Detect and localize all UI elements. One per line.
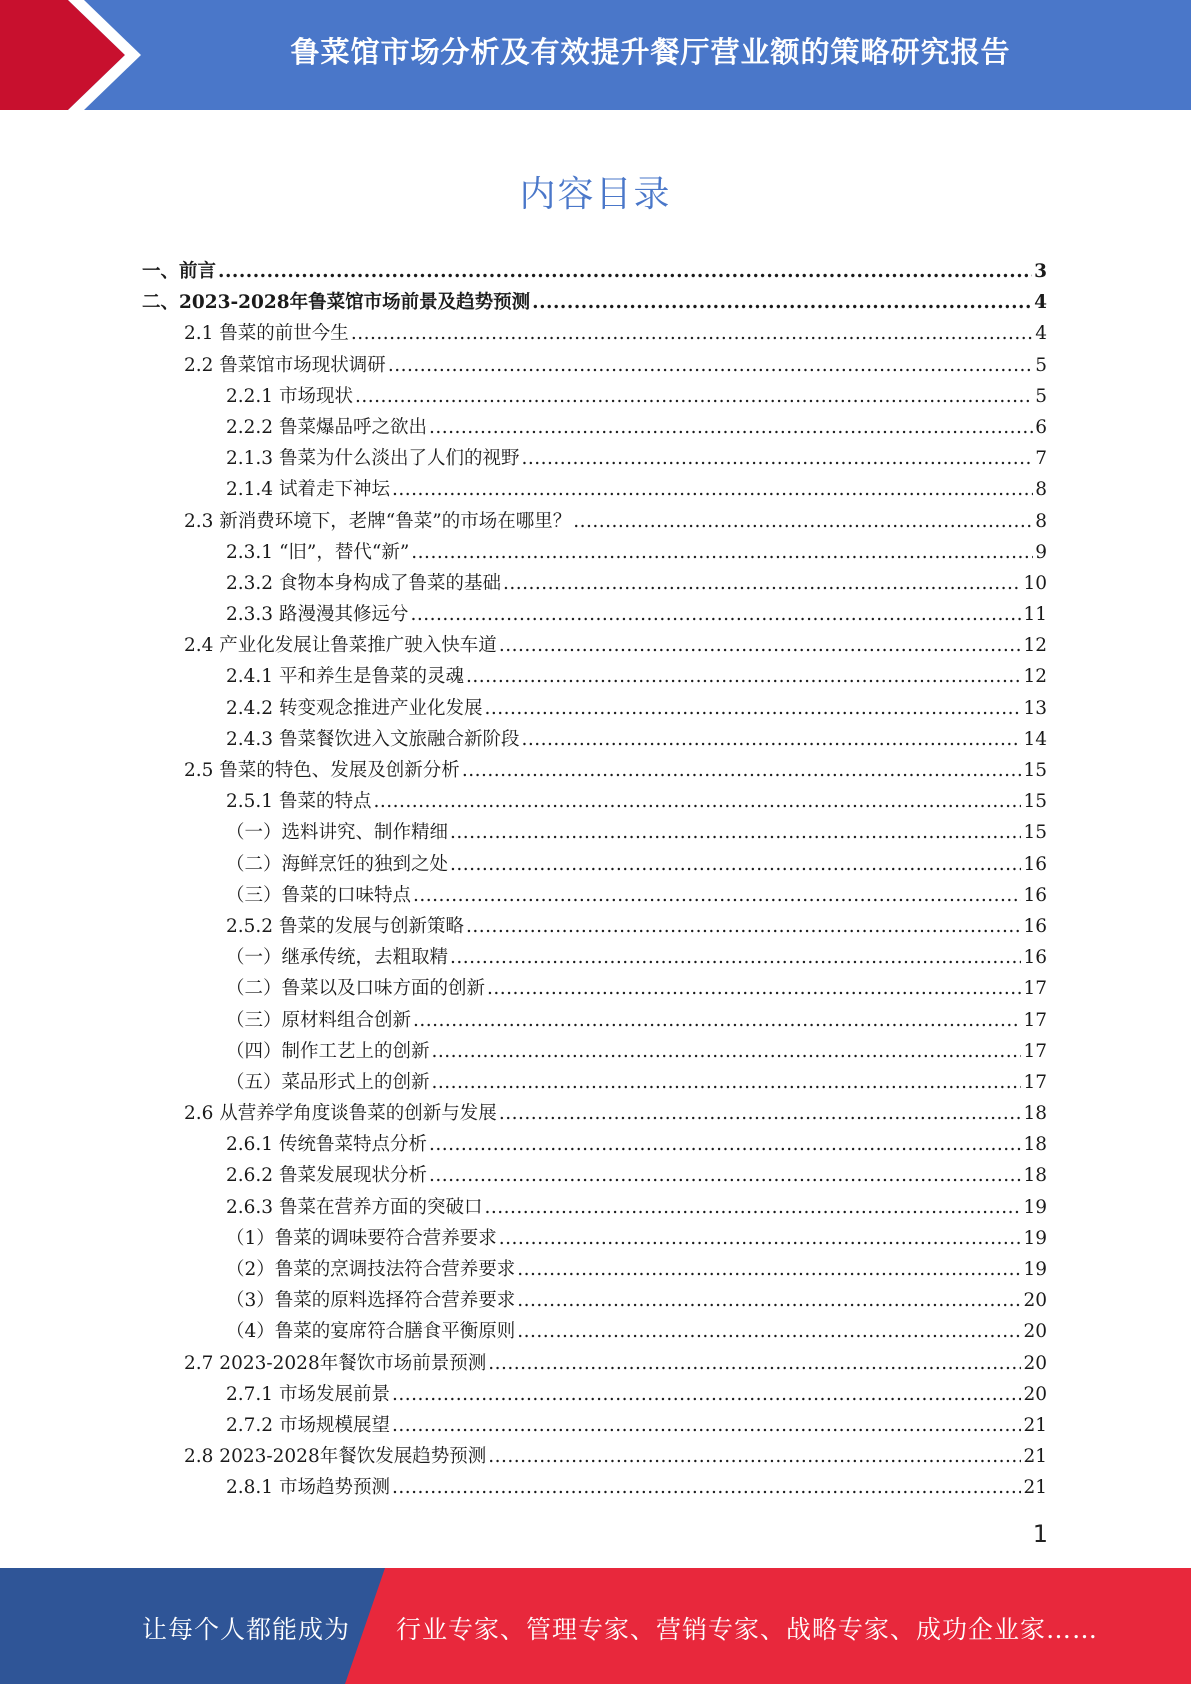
toc-leader-dots [573, 506, 1033, 537]
toc-entry-page: 21 [1023, 1477, 1047, 1499]
toc-leader-dots [429, 1129, 1021, 1160]
footer-banner [0, 1568, 1191, 1684]
toc-entry[interactable] [142, 1254, 1047, 1285]
toc-entry[interactable] [142, 1223, 1047, 1254]
toc-leader-dots [429, 1160, 1021, 1191]
toc-entry-page: 20 [1023, 1352, 1047, 1374]
toc-leader-dots [218, 256, 1032, 287]
toc-entry-page: 17 [1023, 1009, 1047, 1031]
toc-entry-title: 2.6.1 传统鲁菜特点分析 [226, 1134, 427, 1156]
toc-entry-title: 2.4.2 转变观念推进产业化发展 [226, 697, 483, 719]
toc-entry-title: 2.4 产业化发展让鲁菜推广驶入快车道 [184, 635, 497, 657]
toc-entry[interactable] [142, 1098, 1047, 1129]
toc-leader-dots [432, 1067, 1022, 1098]
toc-leader-dots [517, 1285, 1021, 1316]
toc-entry[interactable] [142, 474, 1047, 505]
toc-leader-dots [432, 1036, 1022, 1067]
toc-entry-title: （4）鲁菜的宴席符合膳食平衡原则 [226, 1321, 516, 1343]
toc-entry-page: 15 [1023, 791, 1047, 813]
toc-leader-dots [351, 318, 1033, 349]
toc-entry[interactable] [142, 381, 1047, 412]
toc-entry[interactable] [142, 1067, 1047, 1098]
toc-heading: 内容目录 [519, 174, 672, 215]
toc-entry[interactable] [142, 506, 1047, 537]
toc-leader-dots [413, 880, 1021, 911]
toc-entry-title: 2.7 2023-2028年餐饮市场前景预测 [184, 1352, 487, 1374]
toc-entry-title: 二、2023-2028年鲁菜馆市场前景及趋势预测 [142, 292, 531, 314]
toc-entry-page: 16 [1023, 853, 1047, 875]
toc-entry-page: 18 [1023, 1134, 1047, 1156]
toc-entry[interactable] [142, 786, 1047, 817]
toc-entry[interactable] [142, 661, 1047, 692]
toc-entry-page: 8 [1035, 479, 1047, 501]
toc-entry[interactable] [142, 817, 1047, 848]
toc-entry-page: 17 [1023, 978, 1047, 1000]
toc-entry-title: 2.8 2023-2028年餐饮发展趋势预测 [184, 1446, 487, 1468]
toc-entry-page: 6 [1035, 416, 1047, 438]
toc-leader-dots [499, 1223, 1022, 1254]
toc-entry-title: 2.2.2 鲁菜爆品呼之欲出 [226, 416, 427, 438]
report-title: 鲁菜馆市场分析及有效提升餐厅营业额的策略研究报告 [290, 35, 1011, 69]
toc-entry[interactable] [142, 942, 1047, 973]
toc-entry-title: 2.2 鲁菜馆市场现状调研 [184, 354, 386, 376]
header-banner [0, 0, 1191, 110]
toc-entry-title: （三）鲁菜的口味特点 [226, 884, 412, 906]
toc-entry-title: （1）鲁菜的调味要符合营养要求 [226, 1227, 497, 1249]
toc-entry-page: 20 [1023, 1383, 1047, 1405]
toc-leader-dots [466, 661, 1021, 692]
toc-entry[interactable] [142, 1441, 1047, 1472]
toc-leader-dots [450, 817, 1021, 848]
toc-entry[interactable] [142, 350, 1047, 381]
toc-entry-title: （三）原材料组合创新 [226, 1009, 412, 1031]
toc-entry-page: 14 [1023, 728, 1047, 750]
toc-leader-dots [484, 693, 1021, 724]
toc-entry[interactable] [142, 412, 1047, 443]
toc-entry[interactable] [142, 537, 1047, 568]
toc-entry-page: 16 [1023, 915, 1047, 937]
toc-entry-title: （四）制作工艺上的创新 [226, 1040, 430, 1062]
toc-leader-dots [466, 911, 1021, 942]
toc-entry-page: 5 [1035, 385, 1047, 407]
toc-entry-page: 17 [1023, 1071, 1047, 1093]
toc-leader-dots [521, 443, 1033, 474]
toc-entry-title: （一）继承传统，去粗取精 [226, 947, 449, 969]
toc-entry[interactable] [142, 849, 1047, 880]
toc-entry-page: 15 [1023, 760, 1047, 781]
toc-entry-page: 10 [1023, 572, 1047, 594]
toc-leader-dots [410, 599, 1021, 630]
toc-entry-title: （二）海鲜烹饪的独到之处 [226, 853, 449, 875]
toc-leader-dots [488, 1441, 1021, 1472]
toc-entry-title: 2.3.1 “旧”，替代“新” [226, 541, 410, 563]
toc-entry[interactable] [142, 1410, 1047, 1441]
toc-entry-title: （二）鲁菜以及口味方面的创新 [226, 978, 486, 1000]
toc-entry-title: 2.3 新消费环境下，老牌“鲁菜”的市场在哪里？ [184, 510, 572, 532]
toc-leader-dots [450, 942, 1021, 973]
toc-leader-dots [517, 1316, 1021, 1347]
toc-entry-title: 2.3.3 路漫漫其修远兮 [226, 604, 409, 626]
toc-leader-dots [413, 1005, 1021, 1036]
toc-entry-page: 13 [1023, 697, 1047, 719]
toc-entry-title: 一、前言 [142, 261, 217, 282]
toc-entry-page: 18 [1023, 1165, 1047, 1187]
toc-entry-page: 15 [1023, 822, 1047, 844]
toc-entry-page: 3 [1034, 261, 1047, 282]
toc-entry[interactable] [142, 318, 1047, 349]
toc-leader-dots [450, 849, 1021, 880]
toc-leader-dots [429, 412, 1033, 443]
toc-leader-dots [411, 537, 1033, 568]
toc-entry-title: 2.7.2 市场规模展望 [226, 1414, 390, 1436]
toc-entry-title: 2.6.2 鲁菜发展现状分析 [226, 1165, 427, 1187]
toc-leader-dots [488, 1348, 1021, 1379]
toc-entry-title: 2.1.4 试着走下神坛 [226, 479, 390, 501]
toc-entry-page: 7 [1035, 448, 1047, 470]
toc-entry[interactable] [142, 1348, 1047, 1379]
toc-leader-dots [392, 1410, 1021, 1441]
toc-entry-page: 5 [1035, 354, 1047, 376]
toc-entry[interactable] [142, 599, 1047, 630]
toc-entry[interactable] [142, 1036, 1047, 1067]
toc-entry-page: 16 [1023, 884, 1047, 906]
toc-entry-page: 16 [1023, 947, 1047, 969]
toc-leader-dots [392, 1379, 1021, 1410]
toc-entry[interactable] [142, 630, 1047, 661]
toc-entry[interactable] [142, 1192, 1047, 1223]
toc-leader-dots [503, 568, 1021, 599]
table-of-contents [142, 256, 1047, 1504]
toc-entry[interactable] [142, 256, 1047, 287]
toc-leader-dots [532, 287, 1032, 318]
toc-entry[interactable] [142, 1285, 1047, 1316]
toc-entry[interactable] [142, 880, 1047, 911]
toc-entry-title: 2.5 鲁菜的特色、发展及创新分析 [184, 760, 460, 781]
toc-entry-page: 9 [1035, 541, 1047, 563]
toc-entry[interactable] [142, 1379, 1047, 1410]
toc-entry[interactable] [142, 443, 1047, 474]
toc-entry[interactable] [142, 755, 1047, 786]
toc-leader-dots [355, 381, 1033, 412]
toc-leader-dots [487, 973, 1021, 1004]
toc-entry-title: 2.6.3 鲁菜在营养方面的突破口 [226, 1196, 483, 1218]
toc-entry[interactable] [142, 973, 1047, 1004]
toc-leader-dots [484, 1192, 1021, 1223]
toc-entry-page: 18 [1023, 1103, 1047, 1125]
toc-entry[interactable] [142, 1129, 1047, 1160]
toc-entry-title: （3）鲁菜的原料选择符合营养要求 [226, 1290, 516, 1312]
toc-entry-title: （五）菜品形式上的创新 [226, 1071, 430, 1093]
toc-entry-page: 21 [1023, 1414, 1047, 1436]
toc-leader-dots [521, 724, 1021, 755]
toc-entry-title: 2.1.3 鲁菜为什么淡出了人们的视野 [226, 448, 520, 470]
toc-entry-page: 19 [1023, 1259, 1047, 1280]
toc-entry[interactable] [142, 568, 1047, 599]
toc-entry[interactable] [142, 724, 1047, 755]
toc-entry-title: 2.2.1 市场现状 [226, 385, 353, 407]
toc-entry-page: 20 [1023, 1321, 1047, 1343]
toc-entry-page: 20 [1023, 1290, 1047, 1312]
toc-leader-dots [499, 630, 1022, 661]
toc-entry-page: 17 [1023, 1040, 1047, 1062]
toc-leader-dots [388, 350, 1033, 381]
toc-entry-title: 2.6 从营养学角度谈鲁菜的创新与发展 [184, 1103, 497, 1125]
toc-leader-dots [499, 1098, 1022, 1129]
header-chevron-decoration [0, 0, 160, 110]
toc-leader-dots [392, 1472, 1021, 1503]
toc-entry-title: 2.3.2 食物本身构成了鲁菜的基础 [226, 572, 501, 594]
toc-entry-page: 12 [1023, 666, 1047, 688]
page-number: 1 [1032, 1520, 1048, 1548]
toc-entry[interactable] [142, 1005, 1047, 1036]
toc-entry-page: 11 [1023, 604, 1047, 626]
toc-entry-page: 8 [1035, 510, 1047, 532]
toc-leader-dots [373, 786, 1021, 817]
footer-slogan-left: 让每个人都能成为 [142, 1615, 351, 1644]
toc-entry-page: 4 [1034, 292, 1047, 314]
toc-entry-title: （一）选料讲究、制作精细 [226, 822, 449, 844]
toc-entry[interactable] [142, 693, 1047, 724]
toc-leader-dots [462, 755, 1022, 786]
toc-entry[interactable] [142, 1316, 1047, 1347]
toc-entry-title: 2.5.1 鲁菜的特点 [226, 791, 372, 813]
toc-entry-title: 2.5.2 鲁菜的发展与创新策略 [226, 915, 464, 937]
toc-entry-title: 2.4.3 鲁菜餐饮进入文旅融合新阶段 [226, 728, 520, 750]
toc-entry-page: 4 [1035, 323, 1047, 345]
toc-entry-page: 19 [1023, 1196, 1047, 1218]
toc-entry[interactable] [142, 1472, 1047, 1503]
toc-entry[interactable] [142, 911, 1047, 942]
toc-entry-page: 19 [1023, 1227, 1047, 1249]
toc-entry-title: （2）鲁菜的烹调技法符合营养要求 [226, 1259, 516, 1280]
footer-slogan-right: 行业专家、管理专家、营销专家、战略专家、成功企业家…… [396, 1615, 1099, 1644]
toc-entry-page: 21 [1023, 1446, 1047, 1468]
toc-entry-title: 2.4.1 平和养生是鲁菜的灵魂 [226, 666, 464, 688]
toc-entry[interactable] [142, 1160, 1047, 1191]
toc-entry-page: 12 [1023, 635, 1047, 657]
toc-entry-title: 2.1 鲁菜的前世今生 [184, 323, 349, 345]
toc-entry-title: 2.8.1 市场趋势预测 [226, 1477, 390, 1499]
toc-leader-dots [392, 474, 1033, 505]
toc-entry-title: 2.7.1 市场发展前景 [226, 1383, 390, 1405]
toc-entry[interactable] [142, 287, 1047, 318]
toc-leader-dots [517, 1254, 1021, 1285]
